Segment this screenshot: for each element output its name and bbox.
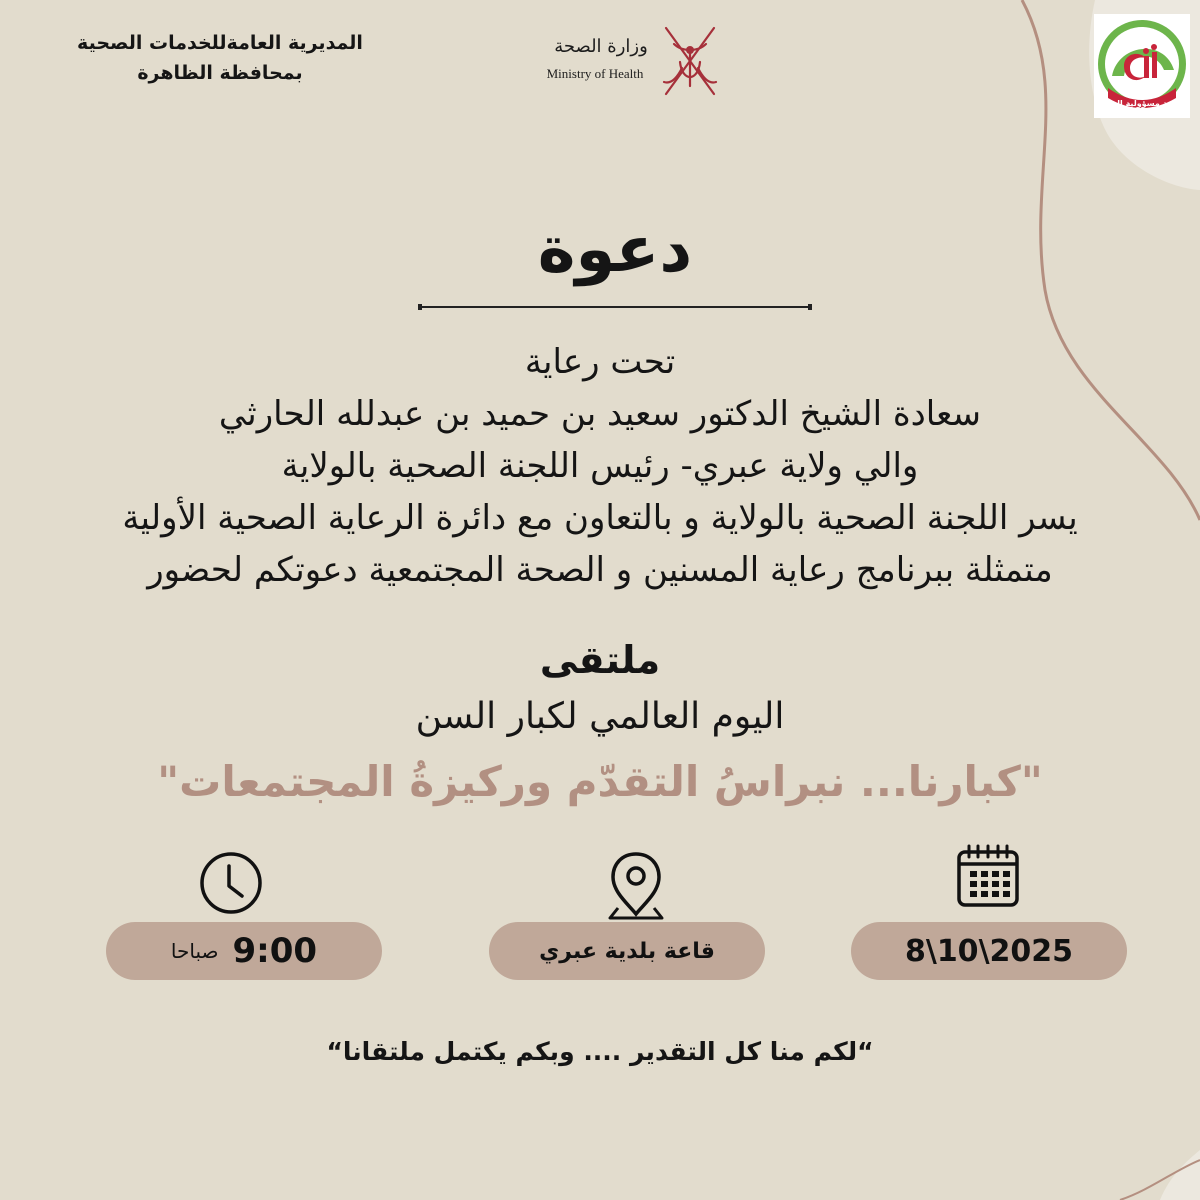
ministry-of-health-logo (540, 22, 730, 100)
event-date (851, 922, 1127, 980)
event-name: اليوم العالمي لكبار السن (415, 696, 785, 737)
health-committee-emblem-icon (1094, 14, 1190, 118)
event-venue-value: قاعة بلدية عبري (539, 938, 715, 964)
clock-icon (198, 850, 264, 916)
department-line-1: المديرية العامةللخدمات الصحية (77, 32, 363, 54)
patron-title-line: والي ولاية عبري- رئيس اللجنة الصحية بالولاية (281, 446, 919, 486)
patron-name-line: سعادة الشيخ الدكتور سعيد بن حميد بن عبدلله الحارثي (218, 394, 982, 434)
event-slogan: "كبارنا... نبراسُ التقدّم وركيزةُ المجتمعات" (157, 757, 1043, 806)
program-line: متمثلة ببرنامج رعاية المسنين و الصحة المجتمعية دعوتكم لحضور (147, 550, 1053, 590)
moh-english-name: Ministry of Health (546, 66, 644, 81)
calendar-icon (955, 843, 1021, 909)
invitation-title: دعوة (537, 213, 693, 287)
invitation-body (30, 336, 1170, 596)
department-line-2: بمحافظة الظاهرة (137, 62, 303, 84)
health-committee-logo (1094, 14, 1190, 118)
forum-label: ملتقى (539, 638, 661, 682)
event-venue (489, 922, 765, 980)
moh-arabic-name: وزارة الصحة (554, 36, 648, 57)
host-line: يسر اللجنة الصحية بالولاية و بالتعاون مع دائرة الرعاية الصحية الأولية (122, 498, 1078, 538)
event-time-period: صباحا (170, 939, 219, 963)
event-time-value: 9:00 (232, 931, 318, 971)
location-pin-icon (604, 850, 668, 922)
event-date-value: 2025\10\8 (904, 933, 1074, 969)
committee-logo-text: الصحة مسؤولية الجميع (1097, 99, 1187, 108)
title-divider (420, 306, 810, 308)
closing-message: “لكم منا كل التقدير .... وبكم يكتمل ملتقانا“ (326, 1037, 874, 1066)
oman-emblem-icon (652, 22, 728, 100)
event-time (106, 922, 382, 980)
patronage-line: تحت رعاية (524, 342, 676, 382)
department-name (60, 28, 380, 88)
